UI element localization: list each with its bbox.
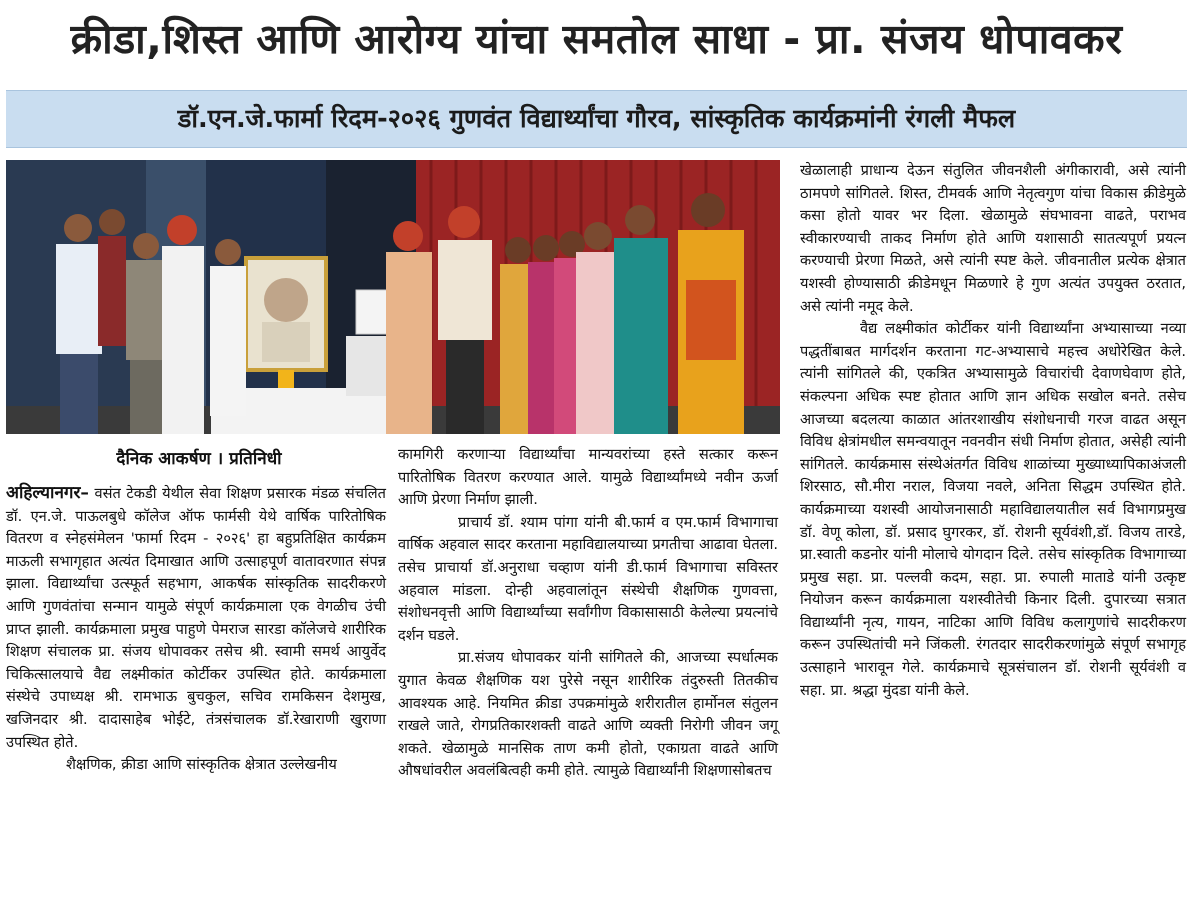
subheadline: डॉ.एन.जे.फार्मा रिदम-२०२६ गुणवंत विद्यार्थ्यांचा गौरव, सांस्कृतिक कार्यक्रमांनी रंगली मैफल (177, 104, 1016, 134)
paragraph: वैद्य लक्ष्मीकांत कोर्टीकर यांनी विद्यार्थ्यांना अभ्यासाच्या नव्या पद्धतींबाबत मार्गदर्शन करताना गट-अभ्यासाचे महत्त्व अधोरेखित केले. त्यांनी सांगितले की, एकत्रित अभ्यासामुळे विचारांची देवाणघेवाण होते, संकल्पना अधिक स्पष्ट होतात आणि ज्ञान अधिक सखोल बनते. तसेच आजच्या बदलत्या काळात आंतरशाखीय संशोधनाची गरज वाढत असून विविध क्षेत्रांमधील समन्वयातून नवनवीन संधी निर्माण होतात, असेही त्यांनी सांगितले. कार्यक्रमास संस्थेअंतर्गत विविध शाळांच्या मुख्याध्यापिकाअंजली शिरसाठ, सौ.मीरा नराल, विजया नवले, अनिता सिद्धम उपस्थित होते. कार्यक्रमाच्या यशस्वी आयोजनासाठी महाविद्यालयातील सर्व विभागप्रमुख डॉ. वेणू कोला, डॉ. प्रसाद घुगरकर, डॉ. रोशनी सूर्यवंशी,डॉ. विजय तारडे, प्रा.स्वाती कडनोर यांनी मोलाचे योगदान दिले. तसेच सांस्कृतिक विभागाच्या प्रमुख सहा. प्रा. पल्लवी कदम, सहा. प्रा. रुपाली माताडे यांनी उत्कृष्ट नियोजन करून कार्यक्रमाला यशस्वीतेची किनार दिली. दुपारच्या सत्रात विद्यार्थ्यांनी नृत्य, गायन, नाटिका आणि विविध कलागुणांचे सादरीकरण करून उपस्थितांची मने जिंकली. रंगतदार सादरीकरणांमुळे संपूर्ण सभागृह उत्साहाने भारावून गेले. कार्यक्रमाचे सूत्रसंचालन डॉ. रोशनी सूर्यवंशी व सहा. प्रा. श्रद्धा मुंदडा यांनी केले. (800, 320, 1186, 699)
paragraph: शैक्षणिक, क्रीडा आणि सांस्कृतिक क्षेत्रात उल्लेखनीय (66, 756, 337, 774)
article-column-2 (398, 444, 778, 783)
event-photo-illustration (6, 160, 780, 434)
article-column-1 (6, 482, 386, 777)
subheadline-band (6, 90, 1187, 148)
paragraph: प्राचार्य डॉ. श्याम पांगा यांनी बी.फार्म व एम.फार्म विभागाचा वार्षिक अहवाल सादर करताना महाविद्यालयाच्या प्रगतीचा आढावा घेतला. तसेच प्राचार्या डॉ.अनुराधा चव्हाण यांनी डी.फार्म विभागाचा सविस्तर अहवाल मांडला. दोन्ही अहवालांतून संस्थेची शैक्षणिक गुणवत्ता, संशोधनवृत्ती आणि विद्यार्थ्यांच्या सर्वांगीण विकासासाठी केलेल्या प्रयत्नांचे दर्शन घडले. (398, 513, 779, 644)
article-column-3 (800, 160, 1186, 702)
dateline: अहिल्यानगर– (6, 483, 89, 503)
paragraph: प्रा.संजय धोपावकर यांनी सांगितले की, आजच्या स्पर्धात्मक युगात केवळ शैक्षणिक यश पुरेसे नसून शारीरिक तंदुरुस्ती तितकीच आवश्यक आहे. नियमित क्रीडा उपक्रमांमुळे शरीरातील हार्मोनल संतुलन राखले जाते, रोगप्रतिकारशक्ती वाढते आणि व्यक्ती निरोगी जीवन जगू शकते. खेळामुळे मानसिक ताण कमी होतो, एकाग्रता वाढते आणि औषधांवरील अवलंबित्वही कमी होते. त्यामुळे विद्यार्थ्यांनी शिक्षणासोबतच (398, 649, 778, 780)
paragraph: कामगिरी करणाऱ्या विद्यार्थ्यांचा मान्यवरांच्या हस्ते सत्कार करून पारितोषिक वितरण करण्यात आले. यामुळे विद्यार्थ्यांमध्ये नवीन ऊर्जा आणि प्रेरणा निर्माण झाली. (398, 446, 778, 509)
paragraph: खेळालाही प्राधान्य देऊन संतुलित जीवनशैली अंगीकारावी, असे त्यांनी ठामपणे सांगितले. शिस्त, टीमवर्क आणि नेतृत्वगुण यांचा विकास क्रीडेमुळे कसा होतो यावर भर दिला. खेळामुळे संघभावना वाढते, पराभव स्वीकारण्याची ताकद निर्माण होते आणि यशासाठी सातत्यपूर्ण प्रयत्न करण्याची प्रेरणा मिळते, असे त्यांनी स्पष्ट केले. जीवनातील प्रत्येक क्षेत्रात यशस्वी होण्यासाठी क्रीडेमधून मिळणारे हे गुण अत्यंत उपयुक्त ठरतात, असे त्यांनी नमूद केले. (800, 162, 1186, 315)
headline: क्रीडा,शिस्त आणि आरोग्य यांचा समतोल साधा - प्रा. संजय धोपावकर (70, 15, 1123, 63)
byline: दैनिक आकर्षण । प्रतिनिधी (116, 449, 282, 469)
event-photo (6, 160, 780, 434)
paragraph (6, 482, 386, 754)
paragraph-text: वसंत टेकडी येथील सेवा शिक्षण प्रसारक मंडळ संचलित डॉ. एन.जे. पाऊलबुधे कॉलेज ऑफ फार्मसी येथे वार्षिक पारितोषिक वितरण व स्नेहसंमेलन 'फार्मा रिदम - २०२६' हा बहुप्रतिक्षित कार्यक्रम माऊली सभागृहात अत्यंत दिमाखात आणि उत्साहपूर्ण वातावरणात संपन्न झाला. विद्यार्थ्यांचा उत्स्फूर्त सहभाग, आकर्षक सांस्कृतिक सादरीकरणे आणि गुणवंतांचा सन्मान यामुळे संपूर्ण कार्यक्रमाला एक वेगळीच उंची प्राप्त झाली. कार्यक्रमाला प्रमुख पाहुणे पेमराज सारडा कॉलेजचे शारीरिक शिक्षण संचालक प्रा. संजय धोपावकर तसेच श्री. स्वामी समर्थ आयुर्वेद चिकित्सालयाचे वैद्य लक्ष्मीकांत कोर्टीकर उपस्थित होते. कार्यक्रमाला संस्थेचे उपाध्यक्ष श्री. रामभाऊ बुचकुल, सचिव रामकिसन देशमुख, खजिनदार श्री. दादासाहेब भोईटे, तंत्रसंचालक डॉ.रेखाराणी खुराणा उपस्थित होते. (6, 485, 386, 751)
